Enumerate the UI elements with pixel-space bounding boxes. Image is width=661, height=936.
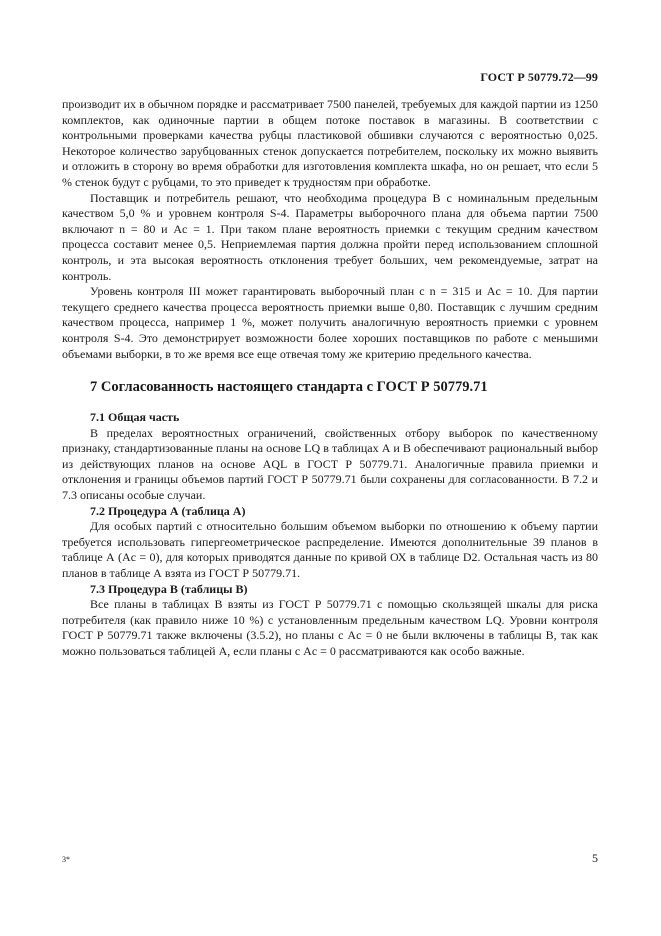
document-header: ГОСТ Р 50779.72—99 <box>480 70 598 84</box>
paragraph-inspection-level-iii: Уровень контроля III может гарантировать выборочный план с n = 315 и Ac = 10. Для партии текущего среднего качества процесса вероятность приемки выше 0,80. Поставщик с лучшим средним качеством процесса, например 1 %, может получить аналогичную вероятность приемки с уровнем контроля S-4. Это демонстрирует возможности более хороших поставщиков по работе с меньшими объемами выборки, в то же время все еще отвечая тому же критерию предельного качества. <box>62 284 598 361</box>
paragraph-procedure-b-choice: Поставщик и потребитель решают, что необходима процедура В с номинальным предельным качеством 5,0 % и уровнем контроля S-4. Параметры выборочного плана для объема партии 7500 включают n = 80 и Ac = 1. При таком плане вероятность приемки с текущим средним качеством процесса составит менее 0,5. Неприемлемая партия должна пройти перед использованием сплошной контроль, и эта высокая вероятность отклонения требует больших, чем рекомендуемые, затрат на контроль. <box>62 190 598 283</box>
subsection-7-3-title: 7.3 Процедура В (таблицы В) <box>90 581 248 596</box>
subsection-7-1-text: В пределах вероятностных ограничений, свойственных отбору выборок по качественному признаку, стандартизованные планы на основе LQ в таблицах А и В обеспечивают рациональный выбор из действующих планов на основе AQL в ГОСТ Р 50779.71. Аналогичные правила приемки и отклонения и границы объемов партий ГОСТ Р 50779.71 были сохранены для согласованности. В 7.2 и 7.3 описаны особые случаи. <box>62 425 598 503</box>
document-page <box>62 0 598 936</box>
section-7-title: 7 Согласованность настоящего стандарта с ГОСТ Р 50779.71 <box>90 379 488 396</box>
subsection-7-1-title: 7.1 Общая часть <box>90 410 180 425</box>
sheet-mark: 3* <box>62 855 70 864</box>
page-number: 5 <box>592 851 598 865</box>
subsection-7-2-title: 7.2 Процедура А (таблица А) <box>90 503 246 518</box>
subsection-7-3-text: Все планы в таблицах В взяты из ГОСТ Р 50779.71 с помощью скользящей шкалы для риска потребителя (как правило ниже 10 %) с установленным предельным качеством LQ. Уровни контроля ГОСТ Р 50779.71 также включены (3.5.2), но планы с Ac = 0 не были включены в таблицы В, так как можно пользоваться таблицей А, если планы с Ac = 0 рассматриваются как особо важные. <box>62 597 598 658</box>
subsection-7-2-text: Для особых партий с относительно большим объемом выборки по отношению к объему партии требуется использовать гипергеометрическое распределение. Имеются дополнительные 39 планов в таблице А (Ac = 0), для которых приводятся данные по кривой ОХ в таблице D2. Остальная часть из 80 планов в таблице А взята из ГОСТ Р 50779.71. <box>62 519 598 581</box>
document-body <box>62 97 598 660</box>
paragraph-continued: производит их в обычном порядке и рассматривает 7500 панелей, требуемых для каждой партии из 1250 комплектов, как одиночные партии в общем потоке поставок в магазины. В соответствии с контрольными проверками качества рубцы пластиковой обшивки случаются с вероятностью 0,025. Некоторое количество зарубцованных стенок допускается потребителем, поскольку их можно выявить и отложить в сторону во время обработки для изготовления комплекта шкафа, но он решает, что если 5 % стенок будут с рубцами, то это приведет к трудностям при обработке. <box>62 97 598 189</box>
